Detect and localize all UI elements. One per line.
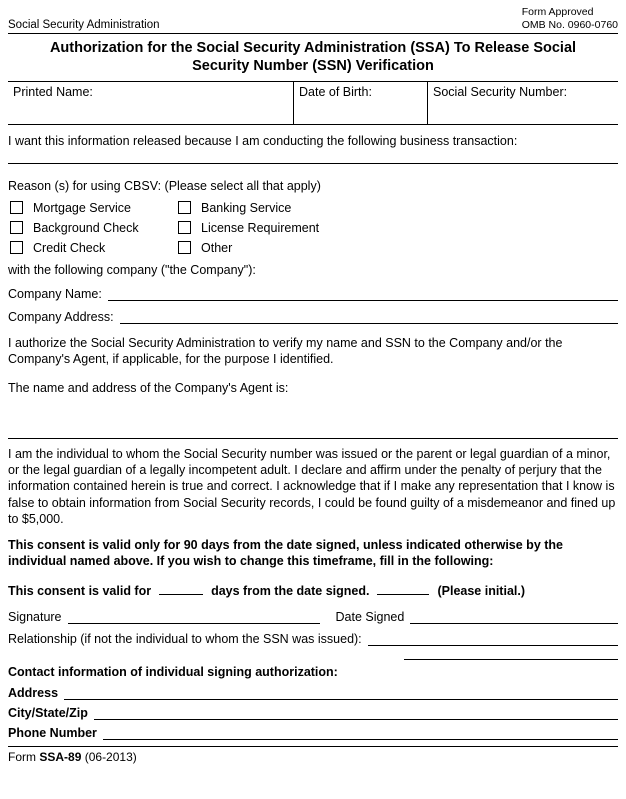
relationship-line[interactable] [368, 632, 618, 646]
agent-label: The name and address of the Company's Agent is: [8, 380, 289, 395]
company-name-row [8, 287, 618, 301]
address-row [8, 686, 618, 700]
authorize-statement: I authorize the Social Security Administration to verify my name and SSN to the Company and/or the Company's Agent, if applicable, for the purpose I identified. [8, 336, 563, 367]
consent-part1: This consent is valid for [8, 583, 152, 598]
footer-form-revision: (06-2013) [84, 749, 137, 764]
consent-duration-row [8, 582, 618, 598]
reason-label: Background Check [33, 220, 139, 235]
banking-service-checkbox[interactable] [178, 201, 191, 214]
reason-label: Other [201, 240, 233, 255]
spacer [8, 646, 404, 660]
agent-name-address-area[interactable] [8, 396, 618, 439]
identity-table [8, 81, 618, 125]
reason-item [178, 201, 418, 215]
reason-item [178, 241, 418, 255]
signature-label: Signature [8, 609, 62, 624]
relationship-continuation-row [8, 646, 618, 660]
footer-form-prefix: Form [8, 749, 36, 764]
contact-heading: Contact information of individual signing authorization: [8, 664, 338, 679]
reason-label: License Requirement [201, 220, 320, 235]
reason-item [10, 241, 178, 255]
company-intro: with the following company ("the Company"): [8, 262, 256, 277]
other-checkbox[interactable] [178, 241, 191, 254]
omb-number: OMB No. 0960-0760 [521, 18, 618, 31]
reason-item [178, 221, 418, 235]
phone-number-line[interactable] [103, 726, 618, 740]
agency-name: Social Security Administration [8, 19, 160, 32]
phone-number-label: Phone Number [8, 725, 97, 740]
reason-label: Credit Check [33, 240, 106, 255]
printed-name-label: Printed Name: [13, 85, 93, 100]
credit-check-checkbox[interactable] [10, 241, 23, 254]
form-header [8, 6, 618, 34]
city-state-zip-label: City/State/Zip [8, 705, 88, 720]
form-footer [8, 746, 618, 764]
company-name-input-line[interactable] [108, 287, 618, 301]
date-of-birth-field[interactable] [294, 82, 428, 124]
date-signed-line[interactable] [410, 610, 618, 624]
company-address-input-line[interactable] [120, 310, 618, 324]
company-name-label: Company Name: [8, 287, 102, 302]
company-address-row [8, 310, 618, 324]
relationship-row [8, 632, 618, 646]
mortgage-service-checkbox[interactable] [10, 201, 23, 214]
form-approval-block [522, 6, 618, 31]
release-statement: I want this information released because I am conducting the following business transaction: [8, 134, 518, 149]
reasons-label: Reason (s) for using CBSV: (Please select all that apply) [8, 178, 321, 193]
city-state-zip-row [8, 706, 618, 720]
background-check-checkbox[interactable] [10, 221, 23, 234]
business-transaction-line[interactable] [8, 150, 618, 164]
consent-notice: This consent is valid only for 90 days from the date signed, unless indicated otherwise by the individual named above. If you wish to change this timeframe, fill in the following: [8, 538, 563, 569]
form-approved-text: Form Approved [521, 6, 594, 18]
reason-item [10, 221, 178, 235]
address-line[interactable] [64, 686, 618, 700]
signature-row [8, 610, 618, 624]
initials-blank[interactable] [377, 582, 429, 595]
declaration-statement: I am the individual to whom the Social Security number was issued or the parent or legal guardian of a minor, or the legal guardian of a legally incompetent adult. I declare and affirm under the penalty of perjury that the information contained herein is true and correct. I acknowledge that if I make any representation that I know is false to obtain information from Social Security records, I could be found guilty of a misdemeanor and fined up to $5,000. [8, 446, 616, 526]
form-title: Authorization for the Social Security Administration (SSA) To Release Social Security Number (SSN) Verification [49, 40, 577, 75]
city-state-zip-line[interactable] [94, 706, 618, 720]
relationship-label: Relationship (if not the individual to whom the SSN was issued): [8, 631, 362, 646]
consent-days-blank[interactable] [159, 582, 203, 595]
ssn-field[interactable] [428, 82, 618, 124]
relationship-line-2[interactable] [404, 646, 618, 660]
cbsv-reasons [10, 201, 618, 255]
license-requirement-checkbox[interactable] [178, 221, 191, 234]
printed-name-field[interactable] [8, 82, 294, 124]
ssn-label: Social Security Number: [433, 85, 568, 100]
reason-item [10, 201, 178, 215]
phone-number-row [8, 726, 618, 740]
consent-part3: (Please initial.) [437, 583, 525, 598]
company-address-label: Company Address: [8, 310, 114, 325]
reason-label: Banking Service [201, 200, 292, 215]
footer-form-number: SSA-89 [39, 749, 82, 764]
signature-line[interactable] [68, 610, 320, 624]
date-of-birth-label: Date of Birth: [299, 85, 372, 100]
address-label: Address [8, 685, 59, 700]
date-signed-label: Date Signed [335, 609, 405, 624]
consent-part2: days from the date signed. [211, 583, 370, 598]
reason-label: Mortgage Service [33, 200, 131, 215]
